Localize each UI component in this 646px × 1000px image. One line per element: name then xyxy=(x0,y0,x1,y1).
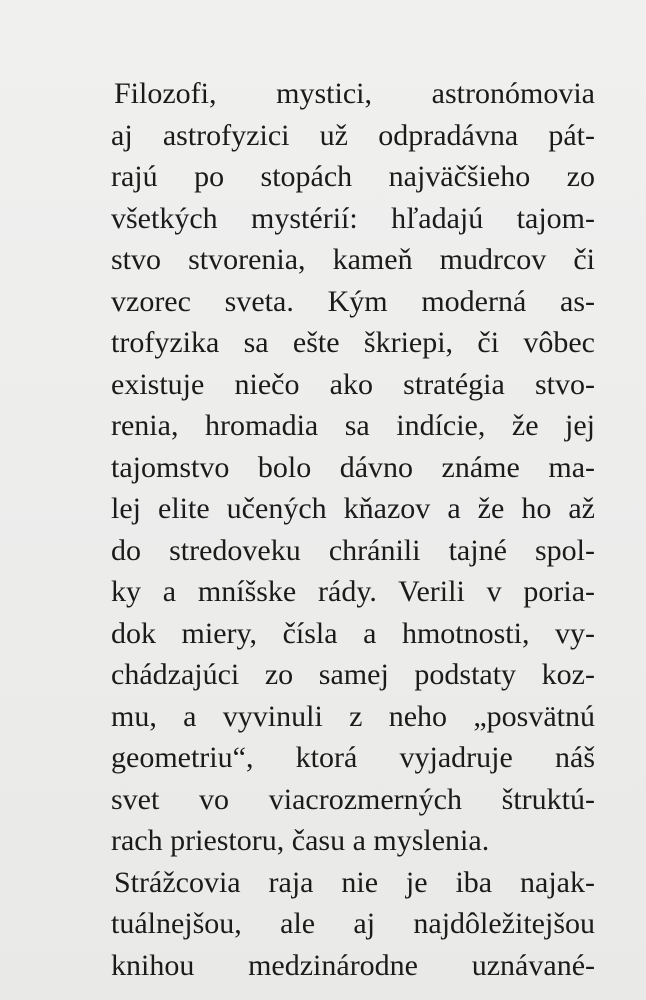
text-line: trofyzika sa ešte škriepi, či vôbec xyxy=(111,326,595,359)
text-line: Filozofi, mystici, astronómovia xyxy=(114,77,595,110)
text-line: rajú po stopách najväčšieho zo xyxy=(111,160,595,193)
text-line: dok miery, čísla a hmotnosti, vy- xyxy=(111,616,595,650)
text-line: chádzajúci zo samej podstaty koz- xyxy=(111,658,595,691)
text-line: ky a mníšske rády. Verili v poria- xyxy=(111,575,595,608)
body-text xyxy=(111,73,595,986)
text-line: mu, a vyvinuli z neho „posvätnú xyxy=(111,699,595,733)
text-line: stvo stvorenia, kameň mudrcov či xyxy=(111,243,595,276)
text-line: existuje niečo ako stratégia stvo- xyxy=(111,367,595,401)
text-line: aj astrofyzici už odpradávna pát- xyxy=(111,118,595,152)
paragraph-1 xyxy=(111,73,595,862)
text-line: rach priestoru, času a myslenia. xyxy=(111,824,490,857)
text-line: renia, hromadia sa indície, že jej xyxy=(111,409,595,442)
paragraph-2 xyxy=(111,862,595,987)
text-line: lej elite učených kňazov a že ho až xyxy=(111,492,595,525)
text-line: tajomstvo bolo dávno známe ma- xyxy=(111,450,595,484)
text-line: Strážcovia raja nie je iba najak- xyxy=(114,865,595,899)
text-line: do stredoveku chránili tajné spol- xyxy=(111,533,595,567)
text-line: knihou medzinárodne uznávané- xyxy=(111,948,595,982)
text-line: tuálnejšou, ale aj najdôležitejšou xyxy=(111,907,595,940)
text-line: všetkých mystérií: hľadajú tajom- xyxy=(111,201,595,235)
text-line: svet vo viacrozmerných štruktú- xyxy=(111,782,595,816)
text-line: geometriu“, ktorá vyjadruje náš xyxy=(111,741,595,774)
text-line: vzorec sveta. Kým moderná as- xyxy=(111,284,595,318)
